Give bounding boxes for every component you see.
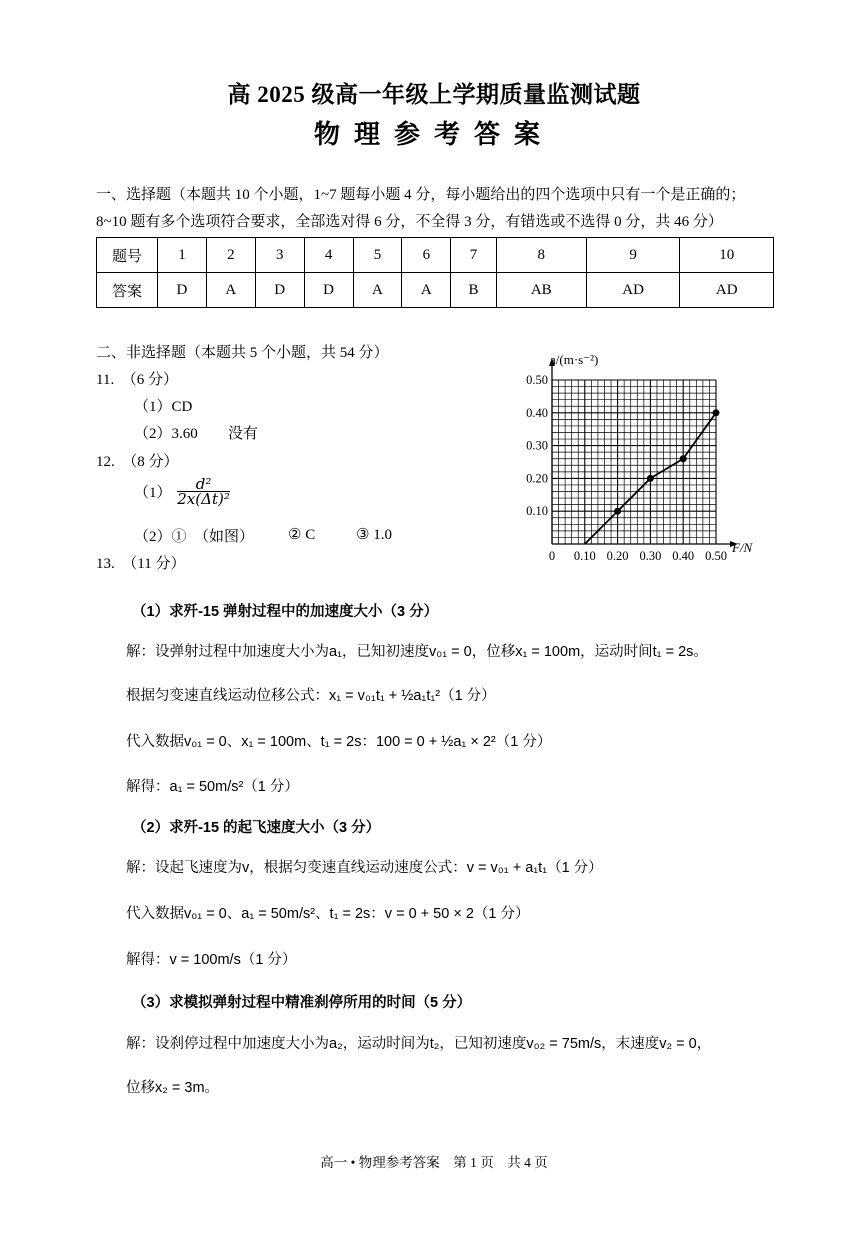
q12-head: 12. （8 分）	[96, 454, 179, 470]
x-tick-label: 0.20	[606, 549, 629, 563]
table-cell: B	[451, 273, 496, 308]
sol-heading-2: （2）求歼-15 的起飞速度大小（3 分）	[132, 820, 381, 836]
y-tick-label: 0.40	[526, 405, 548, 420]
table-cell: 4	[304, 238, 353, 273]
fraction-denominator: 2x(Δt)²	[177, 490, 230, 508]
y-tick-label: 0.50	[526, 373, 548, 387]
y-axis-label: a/(m·s⁻²)	[550, 352, 599, 367]
q12-answer1	[134, 477, 232, 506]
table-row-answers	[97, 273, 774, 308]
q13-head: 13. （11 分）	[96, 556, 186, 572]
row-label-number: 题号	[97, 238, 158, 273]
table-row-numbers	[97, 238, 774, 273]
table-cell: AD	[680, 273, 774, 308]
table-cell: A	[402, 273, 451, 308]
a-f-graph	[500, 344, 770, 569]
q11-answer2: （2）3.60	[134, 426, 198, 442]
chart-ticks	[526, 373, 727, 563]
table-cell: 6	[402, 238, 451, 273]
sol-heading-3: （3）求模拟弹射过程中精准刹停所用的时间（5 分）	[132, 995, 472, 1011]
table-cell: D	[304, 273, 353, 308]
part1-desc-line2: 8~10 题有多个选项符合要求，全部选对得 6 分，不全得 3 分，有错选或不选得 0 分，共 46 分）	[96, 214, 723, 230]
sol-line-1: 解：设弹射过程中加速度大小为a₁，已知初速度v₀₁ = 0，位移x₁ = 100m，运动时间t₁ = 2s。	[126, 644, 708, 660]
table-cell: AD	[586, 273, 680, 308]
q11-answer2-extra: 没有	[228, 426, 259, 442]
sol-line-5: 解：设起飞速度为v，根据匀变速直线运动速度公式：v = v₀₁ + a₁t₁（1 分）	[126, 860, 603, 876]
y-tick-label: 0.10	[526, 504, 548, 519]
x-tick-label: 0	[548, 549, 556, 563]
table-cell: AB	[496, 273, 586, 308]
answer-table	[96, 237, 774, 308]
table-cell: 7	[451, 238, 496, 273]
sol-line-8: 解：设刹停过程中加速度大小为a₂，运动时间为t₂，已知初速度v₀₂ = 75m/s，末速度v₂ = 0，	[126, 1036, 712, 1052]
table-cell: A	[353, 273, 402, 308]
sol-line-2: 根据匀变速直线运动位移公式：x₁ = v₀₁t₁ + ½a₁t₁²（1 分）	[126, 688, 496, 704]
x-tick-label: 0.10	[573, 549, 596, 563]
q11-head: 11. （6 分）	[96, 372, 178, 388]
sol-line-9: 位移x₂ = 3m。	[126, 1080, 220, 1096]
x-tick-label: 0.30	[639, 549, 662, 563]
q12-fraction	[177, 477, 230, 506]
table-cell: D	[158, 273, 207, 308]
page-subtitle: 物理参考答案	[313, 120, 554, 149]
q12-answer2b: ② C	[288, 527, 316, 543]
sol-line-6: 代入数据v₀₁ = 0、a₁ = 50m/s²、t₁ = 2s：v = 0 + 50 × 2（1 分）	[126, 906, 530, 922]
page-title: 高 2025 级高一年级上学期质量监测试题	[227, 82, 641, 107]
x-axis-label: F/N	[732, 540, 753, 555]
part2-desc: 二、非选择题（本题共 5 个小题，共 54 分）	[96, 345, 389, 361]
table-cell: D	[255, 273, 304, 308]
sol-heading-1: （1）求歼-15 弹射过程中的加速度大小（3 分）	[132, 604, 439, 620]
x-tick-label: 0.40	[672, 549, 695, 563]
page-footer: 高一 • 物理参考答案 第 1 页 共 4 页	[320, 1155, 548, 1170]
chart-grid	[552, 380, 716, 544]
chart-plot	[585, 409, 720, 544]
data-point	[713, 409, 720, 416]
table-cell: 10	[680, 238, 774, 273]
table-cell: A	[206, 273, 255, 308]
data-point	[647, 475, 654, 482]
table-cell: 2	[206, 238, 255, 273]
table-cell: 8	[496, 238, 586, 273]
q12-answer2c: ③ 1.0	[356, 527, 392, 543]
q12-answer2: （2）① （如图）	[134, 529, 255, 545]
q12-answer1-label: （1）	[134, 485, 172, 501]
q11-answer1: （1）CD	[134, 399, 193, 415]
y-tick-label: 0.20	[526, 471, 548, 486]
part1-desc-line1: 一、选择题（本题共 10 个小题，1~7 题每小题 4 分，每小题给出的四个选项中只有一个是正确的；	[96, 187, 746, 203]
table-cell: 9	[586, 238, 680, 273]
data-point	[614, 508, 621, 515]
table-cell: 3	[255, 238, 304, 273]
data-point	[680, 455, 687, 462]
x-tick-label: 0.50	[705, 549, 727, 563]
row-label-answer: 答案	[97, 273, 158, 308]
table-cell: 1	[158, 238, 207, 273]
fraction-numerator: d²	[177, 477, 230, 492]
sol-line-3: 代入数据v₀₁ = 0、x₁ = 100m、t₁ = 2s：100 = 0 + ½a₁ × 2²（1 分）	[126, 734, 552, 750]
sol-line-4: 解得：a₁ = 50m/s²（1 分）	[126, 779, 299, 795]
table-cell: 5	[353, 238, 402, 273]
sol-line-7: 解得：v = 100m/s（1 分）	[126, 952, 297, 968]
y-tick-label: 0.30	[526, 438, 548, 453]
